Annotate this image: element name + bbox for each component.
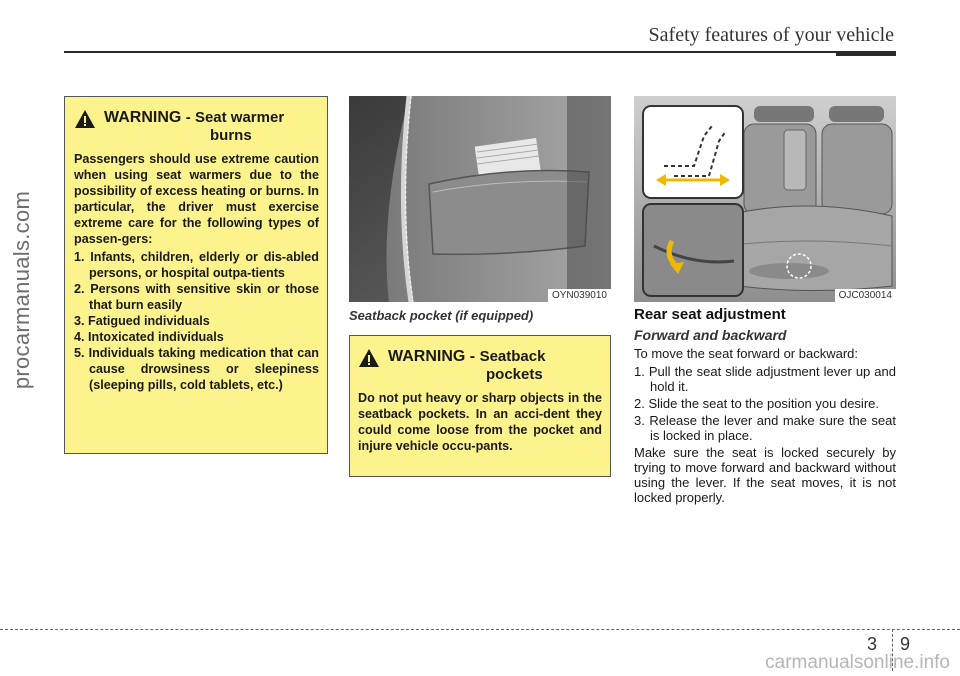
photo-code: OJC030014 <box>835 289 896 302</box>
warning-list-item: 4. Intoxicated individuals <box>74 330 224 344</box>
header-rule <box>64 51 896 53</box>
warning-subtitle: Seatback <box>479 348 546 365</box>
footer-rule <box>0 629 960 630</box>
warning-label: WARNING <box>104 109 182 126</box>
side-watermark-text: procarmanuals.com <box>9 190 34 390</box>
warning-list-item: 1. Infants, children, elderly or dis-abled persons, or hospital outpa-tients <box>74 250 319 280</box>
step-item: 1. Pull the seat slide adjustment lever up and hold it. <box>634 364 896 394</box>
seatback-pocket-warning-box <box>349 335 611 477</box>
warning-list <box>74 249 319 393</box>
warning-heading <box>74 109 319 145</box>
warning-list-item: 2. Persons with sensitive skin or those that burn easily <box>74 282 319 312</box>
section-intro: To move the seat forward or backward: <box>634 346 858 361</box>
page-number: 9 <box>900 634 911 654</box>
step-item: 3. Release the lever and make sure the seat is locked in place. <box>634 413 896 443</box>
warning-triangle-icon <box>74 109 96 129</box>
side-watermark <box>6 150 40 430</box>
warning-list-item: 3. Fatigued individuals <box>74 314 210 328</box>
footer-watermark: carmanualsonline.info <box>765 652 950 673</box>
rear-seat-section <box>634 306 896 505</box>
section-title: Rear seat adjustment <box>634 306 786 323</box>
warning-label: WARNING - <box>388 348 476 365</box>
rear-seat-photo <box>634 96 896 302</box>
step-item: 2. Slide the seat to the position you desire. <box>634 396 879 411</box>
seat-warmer-warning-box <box>64 96 328 454</box>
warning-intro: Passengers should use extreme caution when using seat warmers due to the possibility of excess heating or burns. In particular, the driver must exercise extreme care for the following types of passen-gers: <box>74 152 319 246</box>
photo-code: OYN039010 <box>548 289 611 302</box>
warning-heading <box>358 348 602 384</box>
warning-subtitle-line2: burns <box>210 127 252 144</box>
section-note: Make sure the seat is locked securely by trying to move forward and backward without using the lever. If the seat moves, it is not locked properly. <box>634 445 896 505</box>
running-header: Safety features of your vehicle <box>648 24 894 46</box>
warning-list-item: 5. Individuals taking medication that can cause drowsiness or sleepiness (sleeping pills, cold tablets, etc.) <box>74 346 319 392</box>
rear-seat-illustration <box>634 96 896 302</box>
warning-subtitle-line2: pockets <box>486 366 543 383</box>
seatback-pocket-photo <box>349 96 611 302</box>
steps-list <box>634 364 896 443</box>
header-tab-bar <box>836 51 896 56</box>
chapter-number: 3 <box>867 634 878 654</box>
photo-caption: Seatback pocket (if equipped) <box>349 308 534 323</box>
warning-subtitle: - Seat warmer <box>185 109 285 126</box>
section-subtitle: Forward and backward <box>634 327 787 343</box>
warning-body: Do not put heavy or sharp objects in the seatback pockets. In an acci-dent they could come loose from the pocket and injure vehicle occu-pants. <box>358 391 602 453</box>
seatback-illustration <box>349 96 611 302</box>
warning-triangle-icon <box>358 348 380 368</box>
